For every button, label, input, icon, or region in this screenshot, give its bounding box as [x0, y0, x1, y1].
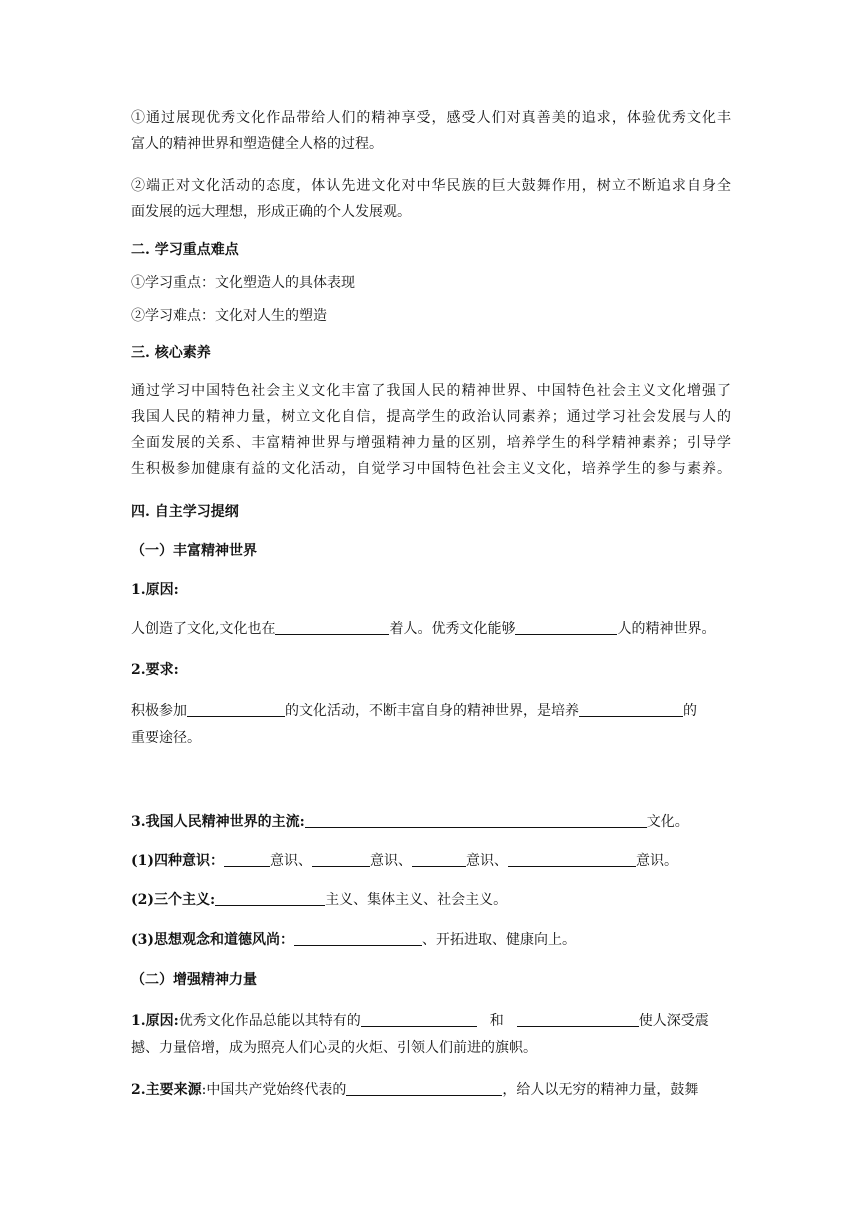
- mainstream-label: 3.我国人民精神世界的主流:: [131, 814, 305, 830]
- separator: 、: [494, 853, 508, 869]
- section-1-reason-label: 1.原因:: [131, 582, 179, 598]
- section-2-title: （二）增强精神力量: [131, 972, 257, 988]
- blank-13[interactable]: [517, 1012, 639, 1027]
- objective-1-line-1: ①通过展现优秀文化作品带给人们的精神享受，感受人们对真善美的追求，体验优秀文化丰: [131, 110, 731, 126]
- objective-1-line-2: 富人的精神世界和塑造健全人格的过程。: [131, 136, 383, 152]
- blank-10[interactable]: [215, 891, 325, 906]
- section-2-reason-line: [131, 1011, 731, 1031]
- core-literacy-heading: 三. 核心素养: [131, 345, 211, 361]
- blank-9[interactable]: [508, 852, 636, 867]
- section-1-requirement-sentence: [131, 701, 731, 721]
- section-2-source-label: 2.主要来源: [131, 1082, 202, 1098]
- text-segment: 的: [683, 703, 697, 719]
- blank-2[interactable]: [515, 620, 617, 635]
- text-segment: 人创造了文化,文化也在: [131, 621, 276, 637]
- blank-5[interactable]: [305, 813, 647, 828]
- text-segment: 和: [489, 1013, 504, 1029]
- three-isms-label: (2)三个主义:: [131, 892, 216, 908]
- end-mark: 。: [664, 853, 678, 869]
- text-segment: 意识: [636, 853, 664, 869]
- text-segment: 优秀文化作品总能以其特有的: [178, 1013, 361, 1029]
- four-awareness-line: [131, 851, 731, 871]
- section-1-requirement-line-2: 重要途径。: [131, 730, 201, 746]
- text-segment: 意识: [466, 853, 494, 869]
- text-segment: ，给人以无穷的精神力量，鼓舞: [502, 1082, 699, 1098]
- objective-2-line-1: ②端正对文化活动的态度，体认先进文化对中华民族的巨大鼓舞作用，树立不断追求自身全: [131, 178, 731, 194]
- three-isms-line: [131, 890, 731, 910]
- section-2-reason-label: 1.原因:: [131, 1013, 179, 1029]
- blank-7[interactable]: [312, 852, 370, 867]
- core-paragraph-line-4: 生积极参加健康有益的文化活动，自觉学习中国特色社会主义文化，培养学生的参与素养。: [131, 461, 731, 477]
- text-segment: 使人深受震: [638, 1013, 709, 1029]
- learning-difficulty: ②学习难点：文化对人生的塑造: [131, 308, 327, 324]
- text-segment: 意识: [370, 853, 398, 869]
- text-segment: 人的精神世界。: [617, 621, 716, 637]
- core-paragraph-line-2: 我国人民的精神力量，树立文化自信，提高学生的政治认同素养；通过学习社会发展与人的: [131, 409, 731, 425]
- objective-2-line-2: 面发展的远大理想，形成正确的个人发展观。: [131, 204, 411, 220]
- mainstream-culture-line: [131, 812, 731, 832]
- core-paragraph-line-1: 通过学习中国特色社会主义文化丰富了我国人民的精神世界、中国特色社会主义文化增强了: [131, 383, 731, 399]
- separator: 、: [398, 853, 412, 869]
- text-segment: 的文化活动，不断丰富自身的精神世界，是培养: [285, 703, 579, 719]
- blank-11[interactable]: [294, 931, 422, 946]
- key-points-heading: 二. 学习重点难点: [131, 242, 239, 258]
- four-awareness-label: (1)四种意识：: [131, 853, 224, 869]
- section-2-source-line: [131, 1080, 731, 1100]
- text-segment: 意识: [270, 853, 298, 869]
- outline-heading: 四. 自主学习提纲: [131, 504, 239, 520]
- text-segment: 着人。优秀文化能够: [389, 621, 516, 637]
- text-segment: 、开拓进取、健康向上。: [422, 932, 576, 948]
- blank-1[interactable]: [275, 620, 389, 635]
- learning-focus: ①学习重点：文化塑造人的具体表现: [131, 275, 355, 291]
- section-2-reason-line-2: 撼、力量倍增，成为照亮人们心灵的火炬、引领人们前进的旗帜。: [131, 1040, 537, 1056]
- core-paragraph-line-3: 全面发展的关系、丰富精神世界与增强精神力量的区别，培养学生的科学精神素养；引导学: [131, 435, 731, 451]
- blank-8[interactable]: [412, 852, 466, 867]
- blank-3[interactable]: [187, 702, 285, 717]
- morals-line: [131, 930, 731, 950]
- text-segment: :中国共产党始终代表的: [201, 1082, 347, 1098]
- blank-4[interactable]: [579, 702, 683, 717]
- section-1-reason-sentence: [131, 619, 731, 639]
- section-1-title: （一）丰富精神世界: [131, 543, 257, 559]
- separator: 、: [298, 853, 312, 869]
- section-1-requirement-label: 2.要求:: [131, 662, 179, 678]
- morals-label: (3)思想观念和道德风尚：: [131, 932, 294, 948]
- text-segment: 主义、集体主义、社会主义。: [325, 892, 508, 908]
- text-segment: 积极参加: [131, 703, 187, 719]
- text-segment: 文化。: [646, 814, 689, 830]
- blank-6[interactable]: [224, 852, 270, 867]
- blank-12[interactable]: [361, 1012, 477, 1027]
- blank-14[interactable]: [346, 1081, 502, 1096]
